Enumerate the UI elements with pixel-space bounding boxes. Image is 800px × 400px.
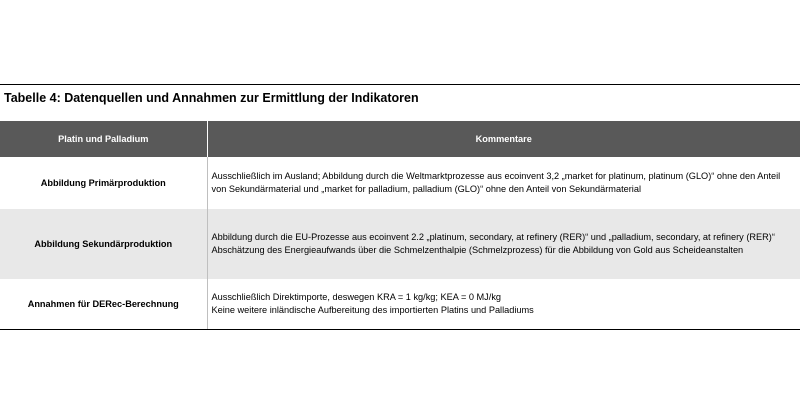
row-label: Abbildung Primärproduktion	[0, 157, 207, 209]
comment-line: Abbildung durch die EU-Prozesse aus ecoinvent 2.2 „platinum, secondary, at refinery (RER)“ und „palladium, secondary, at refinery (RER)“	[211, 232, 775, 242]
row-label: Abbildung Sekundärproduktion	[0, 209, 207, 279]
row-label: Annahmen für DERec-Berechnung	[0, 279, 207, 330]
column-header-material: Platin und Palladium	[0, 121, 207, 157]
row-comment	[207, 209, 800, 279]
table-header-row	[0, 121, 800, 157]
table-row	[0, 157, 800, 209]
table-row	[0, 209, 800, 279]
column-header-comments: Kommentare	[207, 121, 800, 157]
table-row	[0, 279, 800, 330]
comment-line: Keine weitere inländische Aufbereitung des importierten Platins und Palladiums	[211, 305, 534, 315]
data-table	[0, 121, 800, 330]
row-comment	[207, 157, 800, 209]
comment-line: Ausschließlich im Ausland; Abbildung durch die Weltmarktprozesse aus ecoinvent 3,2 „market for platinum, platinum (GLO)“ ohne den Anteil von Sekundärmaterial und „market for palladium, palladium (GLO)“ ohne den Anteil von Sekundärmaterial	[211, 171, 781, 194]
comment-line: Abschätzung des Energieaufwands über die Schmelzenthalpie (Schmelzprozess) für die Abbildung von Gold aus Scheideanstalten	[211, 245, 744, 255]
row-comment	[207, 279, 800, 330]
comment-line: Ausschließlich Direktimporte, deswegen KRA = 1 kg/kg; KEA = 0 MJ/kg	[211, 292, 502, 302]
table-caption: Tabelle 4: Datenquellen und Annahmen zur Ermittlung der Indikatoren	[0, 84, 800, 105]
